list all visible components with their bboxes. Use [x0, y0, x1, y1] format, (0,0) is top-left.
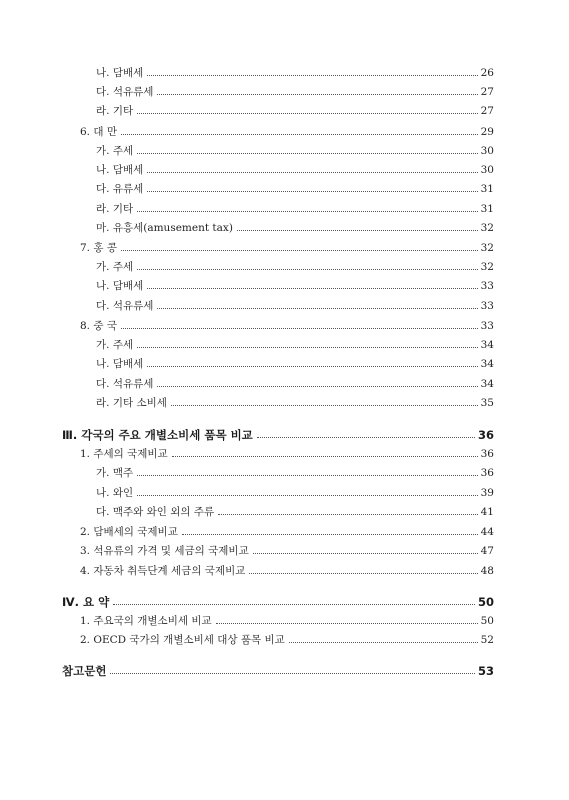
toc-entry-page-number: 50 — [480, 615, 494, 627]
toc-entry-page-number: 41 — [480, 506, 494, 518]
toc-entry-page-number: 30 — [480, 145, 494, 157]
toc-entry-title: 다. 맥주와 와인 외의 주류 — [96, 506, 215, 518]
toc-entry-title: 나. 담배세 — [96, 358, 144, 370]
toc-entry-title: 4. 자동차 취득단계 세금의 국제비교 — [80, 565, 246, 577]
toc-entry-title: 다. 석유류세 — [96, 378, 154, 390]
toc-entry-page-number: 34 — [480, 358, 494, 370]
toc-entry[interactable] — [96, 159, 494, 177]
toc-entry-page-number: 48 — [480, 565, 494, 577]
dot-leader — [147, 172, 477, 173]
toc-entry[interactable] — [80, 521, 494, 539]
dot-leader — [110, 673, 475, 674]
toc-entry[interactable] — [80, 610, 494, 628]
toc-entry-page-number: 34 — [480, 339, 494, 351]
toc-entry-title: 다. 석유류세 — [96, 86, 154, 98]
toc-entry[interactable] — [96, 100, 494, 118]
dot-leader — [237, 230, 478, 231]
toc-entry-title: 라. 기타 — [96, 203, 134, 215]
toc-entry-title: Ⅳ. 요 약 — [62, 595, 110, 609]
toc-entry[interactable] — [96, 501, 494, 519]
toc-entry[interactable] — [96, 198, 494, 216]
toc-entry-page-number: 52 — [480, 634, 494, 646]
toc-entry-title: 라. 기타 소비세 — [96, 397, 167, 409]
toc-entry-title: 1. 주요국의 개별소비세 비교 — [80, 615, 212, 627]
toc-entry[interactable] — [96, 81, 494, 99]
toc-entry[interactable] — [62, 660, 494, 678]
toc-entry-title: 다. 석유류세 — [96, 300, 154, 312]
toc-entry[interactable] — [96, 295, 494, 313]
toc-entry[interactable] — [96, 275, 494, 293]
toc-entry[interactable] — [96, 178, 494, 196]
toc-entry-page-number: 34 — [480, 378, 494, 390]
dot-leader — [147, 288, 477, 289]
toc-entry-page-number: 36 — [477, 428, 494, 442]
toc-entry[interactable] — [96, 392, 494, 410]
dot-leader — [253, 553, 478, 554]
toc-entry[interactable] — [96, 217, 494, 235]
toc-entry-title: 1. 주세의 국제비교 — [80, 448, 168, 460]
dot-leader — [157, 308, 477, 309]
toc-entry-page-number: 31 — [480, 183, 494, 195]
toc-entry[interactable] — [96, 256, 494, 274]
toc-entry-title: 가. 주세 — [96, 145, 134, 157]
toc-entry-title: 나. 와인 — [96, 487, 134, 499]
toc-entry-title: 다. 유류세 — [96, 183, 144, 195]
toc-entry[interactable] — [96, 140, 494, 158]
toc-entry-page-number: 35 — [480, 397, 494, 409]
dot-leader — [216, 623, 478, 624]
toc-entry[interactable] — [62, 591, 494, 609]
toc-entry[interactable] — [62, 424, 494, 442]
dot-leader — [157, 94, 477, 95]
toc-entry[interactable] — [80, 560, 494, 578]
toc-entry-title: 나. 담배세 — [96, 67, 144, 79]
toc-entry[interactable] — [96, 62, 494, 80]
toc-entry-page-number: 44 — [480, 526, 494, 538]
dot-leader — [147, 75, 477, 76]
toc-entry[interactable] — [96, 334, 494, 352]
toc-entry-page-number: 31 — [480, 203, 494, 215]
toc-entry-page-number: 26 — [480, 67, 494, 79]
toc-entry[interactable] — [96, 482, 494, 500]
toc-entry-page-number: 33 — [480, 320, 494, 332]
toc-entry-page-number: 27 — [480, 105, 494, 117]
toc-entry-page-number: 50 — [477, 595, 494, 609]
toc-entry-title: 나. 담배세 — [96, 280, 144, 292]
dot-leader — [147, 191, 477, 192]
toc-entry[interactable] — [96, 373, 494, 391]
toc-entry-page-number: 33 — [480, 280, 494, 292]
toc-entry-title: 라. 기타 — [96, 105, 134, 117]
dot-leader — [257, 437, 475, 438]
toc-entry-title: 2. 담배세의 국제비교 — [80, 526, 178, 538]
toc-entry-page-number: 30 — [480, 164, 494, 176]
dot-leader — [289, 642, 478, 643]
toc-entry[interactable] — [80, 540, 494, 558]
dot-leader — [218, 514, 478, 515]
toc-entry-page-number: 33 — [480, 300, 494, 312]
toc-entry-page-number: 47 — [480, 545, 494, 557]
dot-leader — [147, 366, 477, 367]
toc-entry[interactable] — [80, 443, 494, 461]
toc-entry-title: 마. 유흥세(amusement tax) — [96, 222, 233, 234]
toc-entry-title: 8. 중 국 — [80, 320, 117, 332]
toc-entry[interactable] — [80, 237, 494, 255]
dot-leader — [171, 405, 478, 406]
dot-leader — [249, 573, 477, 574]
dot-leader — [137, 269, 478, 270]
dot-leader — [137, 153, 478, 154]
toc-entry[interactable] — [96, 462, 494, 480]
dot-leader — [137, 211, 478, 212]
dot-leader — [121, 328, 478, 329]
dot-leader — [121, 134, 478, 135]
dot-leader — [182, 534, 478, 535]
dot-leader — [113, 604, 475, 605]
toc-entry-title: 3. 석유류의 가격 및 세금의 국제비교 — [80, 545, 249, 557]
toc-entry-page-number: 27 — [480, 86, 494, 98]
dot-leader — [137, 347, 478, 348]
dot-leader — [157, 386, 477, 387]
toc-entry-page-number: 36 — [480, 448, 494, 460]
toc-entry-page-number: 36 — [480, 467, 494, 479]
dot-leader — [137, 113, 478, 114]
toc-entry-title: 7. 홍 콩 — [80, 242, 117, 254]
dot-leader — [137, 495, 478, 496]
dot-leader — [137, 475, 478, 476]
dot-leader — [121, 250, 478, 251]
toc-entry-page-number: 32 — [480, 242, 494, 254]
toc-entry-title: 6. 대 만 — [80, 126, 117, 138]
dot-leader — [172, 456, 478, 457]
toc-entry-title: 가. 주세 — [96, 339, 134, 351]
toc-entry[interactable] — [80, 121, 494, 139]
toc-entry-title: 가. 주세 — [96, 261, 134, 273]
toc-entry-page-number: 32 — [480, 222, 494, 234]
toc-entry-title: 가. 맥주 — [96, 467, 134, 479]
toc-entry-page-number: 39 — [480, 487, 494, 499]
toc-entry[interactable] — [80, 315, 494, 333]
toc-entry-title: Ⅲ. 각국의 주요 개별소비세 품목 비교 — [62, 428, 253, 442]
toc-entry[interactable] — [80, 629, 494, 647]
toc-entry-title: 나. 담배세 — [96, 164, 144, 176]
toc-entry-title: 참고문헌 — [62, 664, 107, 678]
toc-entry-page-number: 32 — [480, 261, 494, 273]
toc-entry-page-number: 53 — [477, 664, 494, 678]
toc-entry-title: 2. OECD 국가의 개별소비세 대상 품목 비교 — [80, 634, 285, 646]
toc-entry[interactable] — [96, 353, 494, 371]
toc-entry-page-number: 29 — [480, 126, 494, 138]
